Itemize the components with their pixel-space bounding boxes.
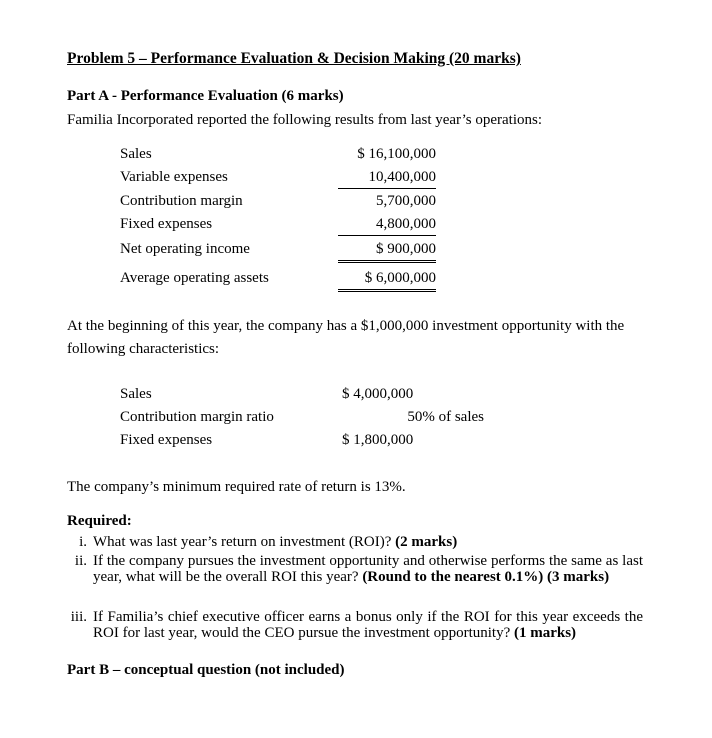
opportunity-value-fixed-expenses: $ 1,800,000 <box>342 432 414 448</box>
required-item-number: i. <box>79 534 87 550</box>
part-b-heading: Part B – conceptual question (not included) <box>67 662 345 678</box>
results-value-average-operating-assets: $ 6,000,000 <box>338 270 436 292</box>
part-a-intro: Familia Incorporated reported the following results from last year’s operations: <box>67 112 543 128</box>
required-item-2 <box>67 553 647 603</box>
results-value-sales: $ 16,100,000 <box>357 146 436 162</box>
required-item-1 <box>67 534 647 552</box>
results-value-fixed-expenses: 4,800,000 <box>338 216 436 236</box>
required-heading: Required: <box>67 513 132 529</box>
results-label-net-operating-income: Net operating income <box>120 241 250 257</box>
results-value-net-operating-income: $ 900,000 <box>338 241 436 263</box>
required-item-text: What was last year’s return on investment (ROI)? <box>93 534 396 550</box>
required-item-marks: (2 marks) <box>395 534 458 550</box>
part-a-heading: Part A - Performance Evaluation (6 marks) <box>67 88 344 104</box>
results-label-sales: Sales <box>120 146 152 162</box>
results-value-variable-expenses: 10,400,000 <box>338 169 436 189</box>
required-item-marks: (Round to the nearest 0.1%) (3 marks) <box>362 569 610 585</box>
results-value-contribution-margin: 5,700,000 <box>376 193 436 209</box>
required-item-text: If Familia’s chief executive officer earns a bonus only if the ROI for this year exceeds the ROI for last year, would the CEO pursue the investment opportunity? <box>93 609 643 641</box>
opportunity-value-cm-ratio: 50% of sales <box>407 409 484 425</box>
required-item-marks: (1 marks) <box>513 625 577 641</box>
min-return-statement: The company’s minimum required rate of return is 13%. <box>67 479 406 495</box>
required-item-number: ii. <box>74 553 87 569</box>
results-label-fixed-expenses: Fixed expenses <box>120 216 213 232</box>
problem-title: Problem 5 – Performance Evaluation & Decision Making (20 marks) <box>67 50 521 67</box>
opportunity-label-fixed-expenses: Fixed expenses <box>120 432 213 448</box>
results-label-contribution-margin: Contribution margin <box>120 193 243 209</box>
results-label-variable-expenses: Variable expenses <box>120 169 228 185</box>
required-item-3 <box>67 609 647 643</box>
results-label-average-operating-assets: Average operating assets <box>120 270 269 286</box>
opportunity-value-sales: $ 4,000,000 <box>342 386 414 402</box>
opportunity-label-sales: Sales <box>120 386 152 402</box>
required-item-number: iii. <box>70 609 87 625</box>
opportunity-label-cm-ratio: Contribution margin ratio <box>120 409 274 425</box>
opportunity-intro: At the beginning of this year, the company has a $1,000,000 investment opportunity with the following characteristics: <box>67 318 625 357</box>
required-item-text: If the company pursues the investment opportunity and otherwise performs the same as last year, what will be the overall ROI this year? <box>93 553 643 585</box>
